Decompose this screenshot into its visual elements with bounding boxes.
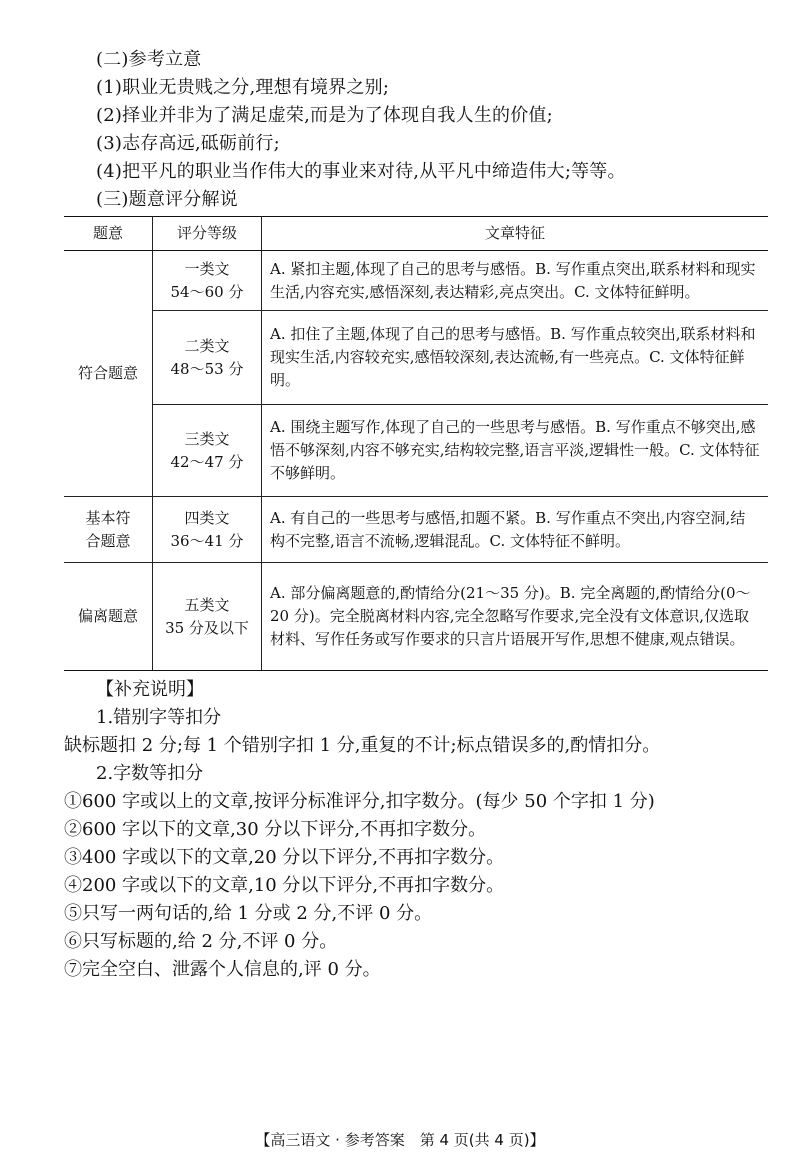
header-intent: 题意 — [64, 217, 153, 251]
typo-deduction-text: 缺标题扣 2 分;每 1 个错别字扣 1 分,重复的不计;标点错误多的,酌情扣分。 — [64, 735, 661, 756]
word-count-rule-3: ③400 字或以下的文章,20 分以下评分,不再扣字数分。 — [64, 847, 505, 868]
table-row — [64, 563, 768, 671]
section-title-scoring: (三)题意评分解说 — [96, 189, 238, 210]
level-range: 42～47 分 — [170, 452, 244, 471]
word-count-rule-1: ①600 字或以上的文章,按评分标准评分,扣字数分。(每少 50 个字扣 1 分) — [64, 791, 655, 812]
word-count-rule-2: ②600 字以下的文章,30 分以下评分,不再扣字数分。 — [64, 819, 487, 840]
level-cell — [153, 563, 262, 671]
level-name: 四类文 — [184, 508, 230, 527]
level-cell — [153, 251, 262, 311]
level-cell — [153, 497, 262, 563]
level-name: 一类文 — [184, 259, 230, 278]
section-title-ref-ideas: (二)参考立意 — [96, 49, 202, 70]
level-name: 二类文 — [184, 336, 230, 355]
level-cell — [153, 311, 262, 405]
features-text: A. 扣住了主题,体现了自己的思考与感悟。B. 写作重点较突出,联系材料和现实生活,内容较充实,感悟较深刻,表达流畅,有一些亮点。C. 文体特征鲜明。 — [270, 325, 756, 389]
table-row — [64, 497, 768, 563]
features-text: A. 有自己的一些思考与感悟,扣题不紧。B. 写作重点不突出,内容空洞,结构不完整,语言不流畅,逻辑混乱。C. 文体特征不鲜明。 — [270, 508, 746, 550]
ref-idea-1: (1)职业无贵贱之分,理想有境界之别; — [96, 77, 390, 98]
scoring-table — [64, 216, 768, 671]
features-text: A. 围绕主题写作,体现了自己的一些思考与感悟。B. 写作重点不够突出,感悟不够深刻,内容不够充实,结构较完整,语言平淡,逻辑性一般。C. 文体特征不够鲜明。 — [270, 418, 760, 482]
features-cell — [262, 405, 769, 497]
features-text: A. 紧扣主题,体现了自己的思考与感悟。B. 写作重点突出,联系材料和现实生活,内容充实,感悟深刻,表达精彩,亮点突出。C. 文体特征鲜明。 — [270, 259, 756, 301]
typo-deduction-title: 1.错别字等扣分 — [96, 707, 222, 728]
level-range: 48～53 分 — [170, 359, 244, 378]
table-row — [64, 405, 768, 497]
intent-cell: 偏离题意 — [64, 563, 153, 671]
page-footer: 【高三语文 · 参考答案 第 4 页(共 4 页)】 — [255, 1131, 545, 1149]
level-range: 36～41 分 — [170, 531, 244, 550]
intent-cell: 符合题意 — [64, 251, 153, 497]
features-text: A. 部分偏离题意的,酌情给分(21～35 分)。B. 完全离题的,酌情给分(0～20 分)。完全脱离材料内容,完全忽略写作要求,完全没有文体意识,仅选取材料、写作任务或写作要求的只言片语展开写作,思想不健康,观点错误。 — [270, 584, 751, 648]
features-cell — [262, 497, 769, 563]
ref-idea-4: (4)把平凡的职业当作伟大的事业来对待,从平凡中缔造伟大;等等。 — [96, 161, 626, 182]
features-cell — [262, 311, 769, 405]
word-count-rule-6: ⑥只写标题的,给 2 分,不评 0 分。 — [64, 931, 338, 952]
table-row — [64, 311, 768, 405]
word-count-rule-5: ⑤只写一两句话的,给 1 分或 2 分,不评 0 分。 — [64, 903, 433, 924]
header-features: 文章特征 — [262, 217, 769, 251]
features-cell — [262, 563, 769, 671]
ref-idea-2: (2)择业并非为了满足虚荣,而是为了体现自我人生的价值; — [96, 105, 553, 126]
table-header-row — [64, 217, 768, 251]
level-name: 三类文 — [184, 429, 230, 448]
word-count-rule-4: ④200 字或以下的文章,10 分以下评分,不再扣字数分。 — [64, 875, 505, 896]
ref-idea-3: (3)志存高远,砥砺前行; — [96, 133, 280, 154]
intent-line-1: 基本符 — [85, 508, 131, 527]
level-cell — [153, 405, 262, 497]
intent-line-2: 合题意 — [85, 531, 131, 550]
supplement-title: 【补充说明】 — [96, 679, 204, 700]
level-range: 35 分及以下 — [165, 618, 249, 637]
features-cell — [262, 251, 769, 311]
header-level: 评分等级 — [153, 217, 262, 251]
word-count-rule-7: ⑦完全空白、泄露个人信息的,评 0 分。 — [64, 959, 381, 980]
intent-cell — [64, 497, 153, 563]
word-count-title: 2.字数等扣分 — [96, 763, 204, 784]
level-range: 54～60 分 — [170, 282, 244, 301]
level-name: 五类文 — [184, 595, 230, 614]
table-row — [64, 251, 768, 311]
